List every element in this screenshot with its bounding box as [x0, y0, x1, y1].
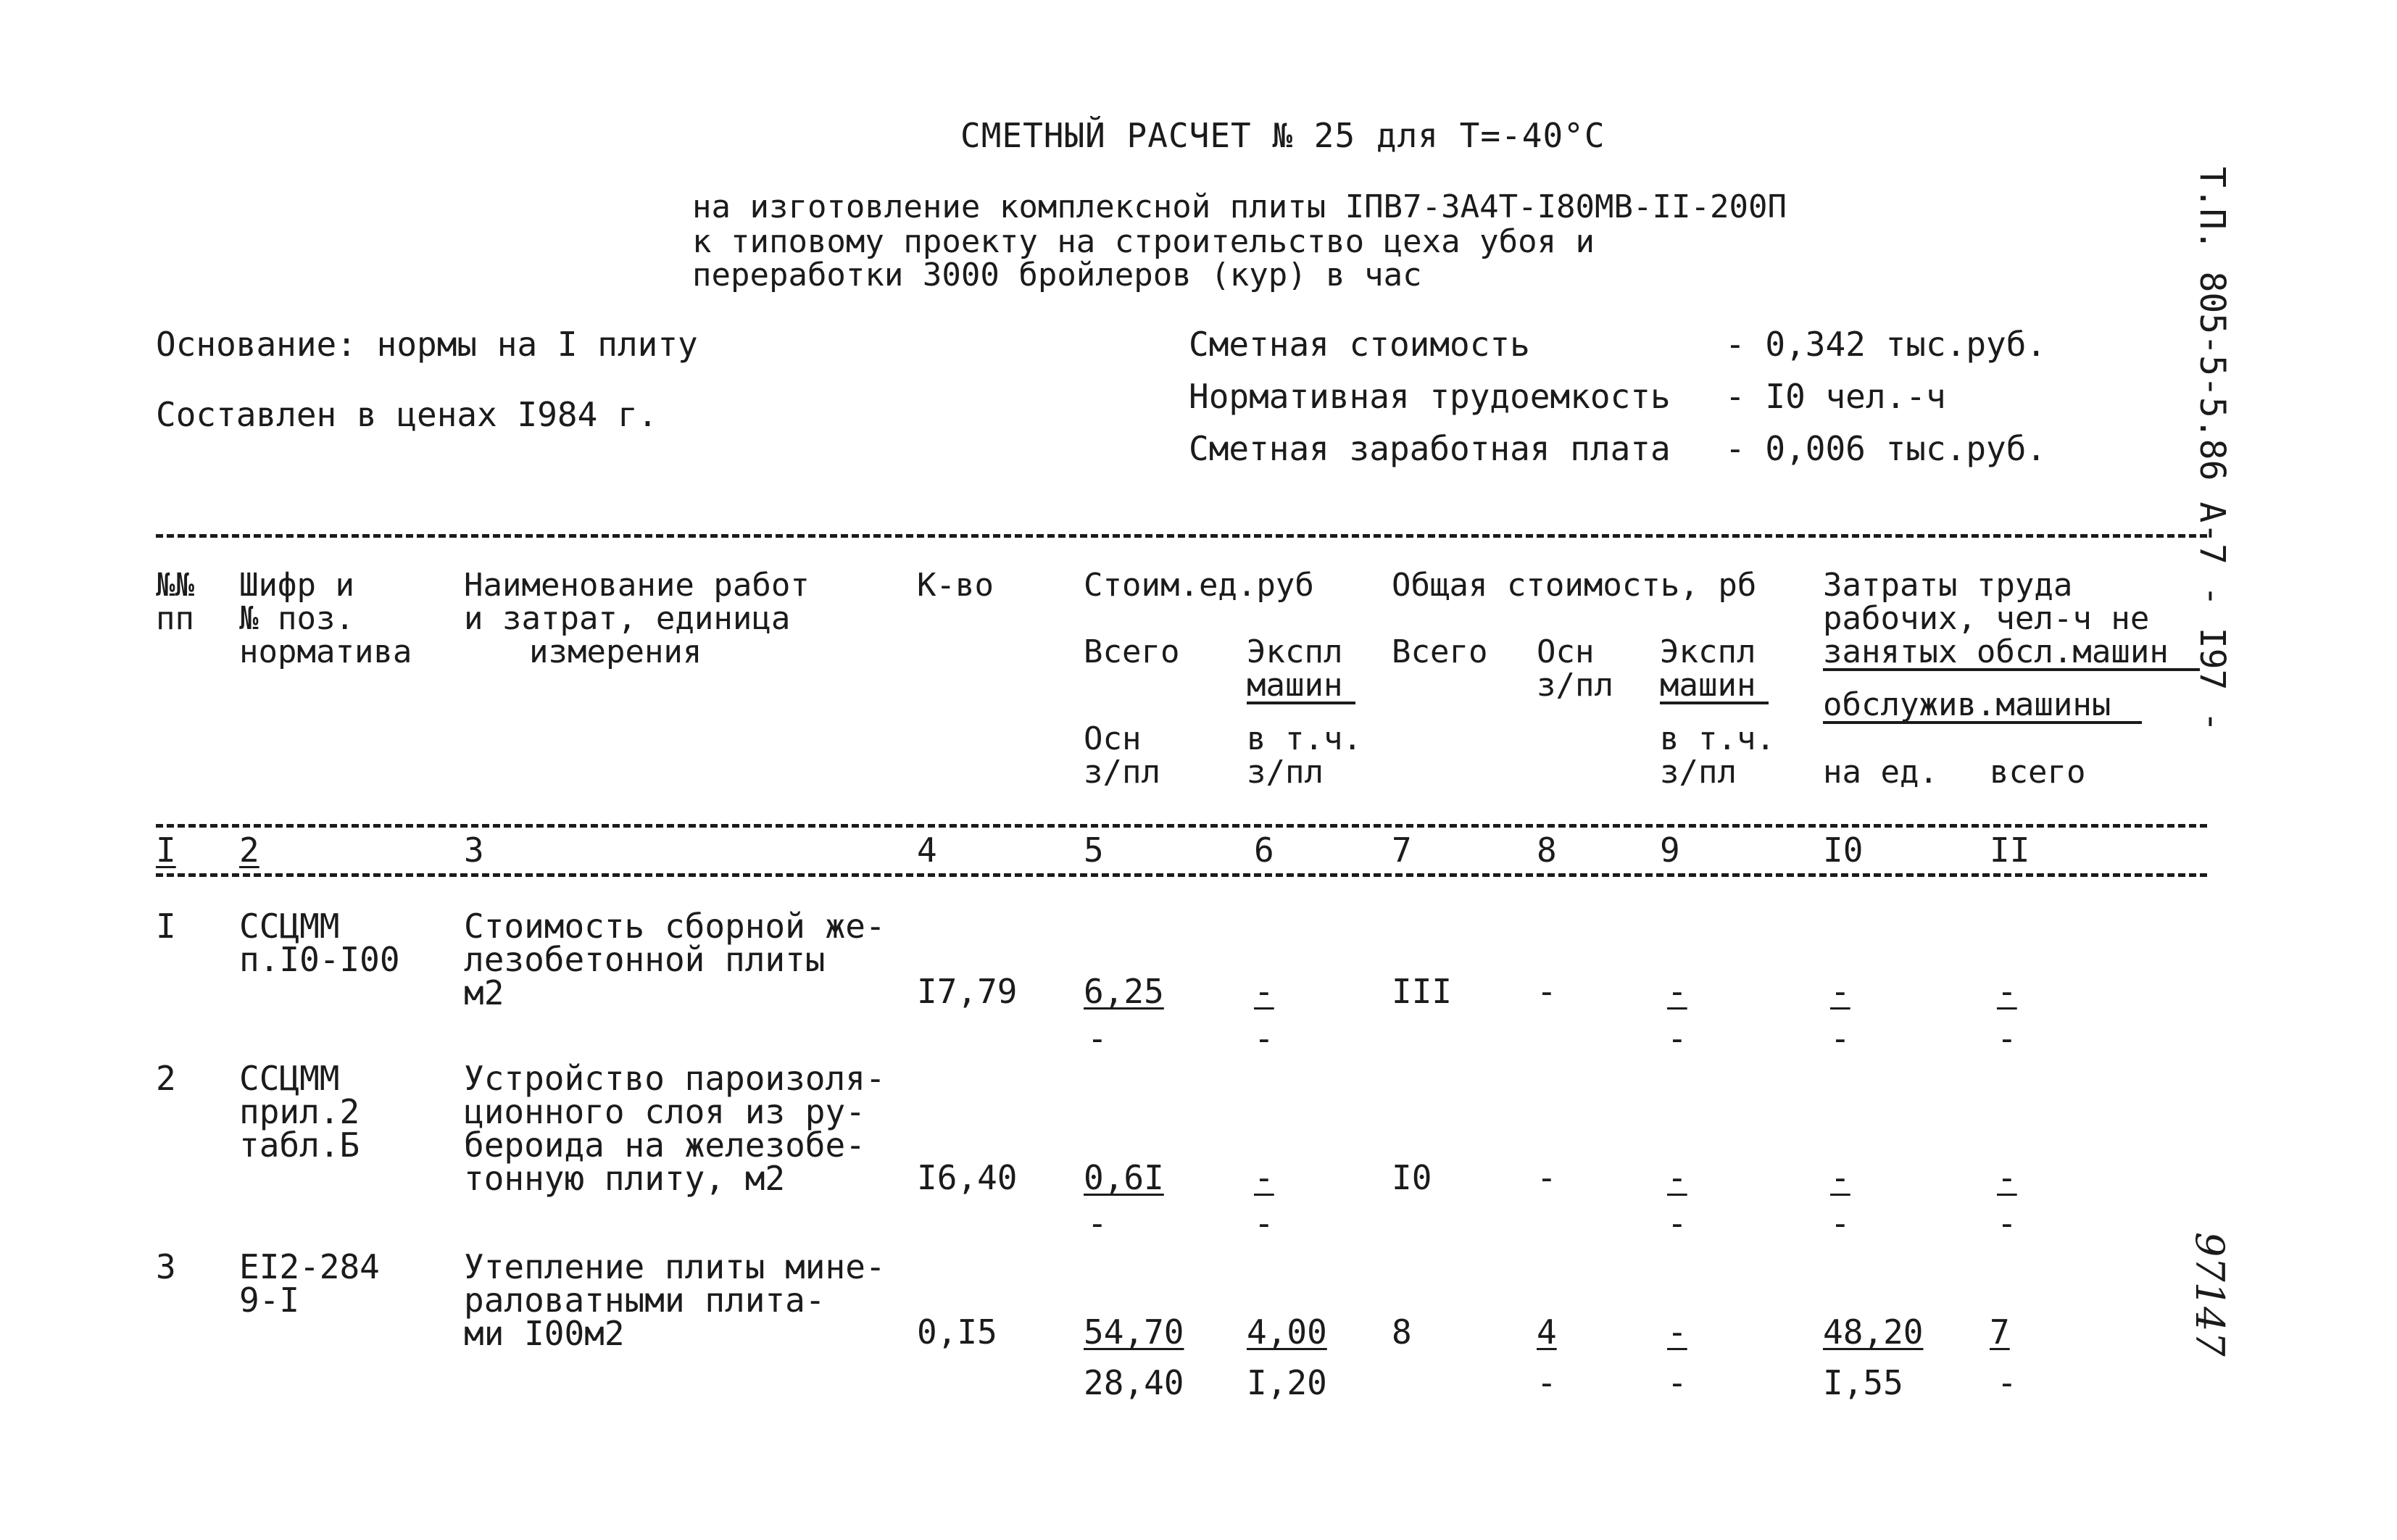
table-top-rule — [156, 534, 2207, 538]
table-row-3-labor-unit-sub: I,55 — [1823, 1363, 1903, 1402]
colnum-8: 8 — [1537, 831, 1557, 870]
colnum-11: II — [1990, 831, 2030, 870]
table-row-3-num: 3 — [156, 1247, 176, 1286]
table-row-3-name: Утепление плиты мине- раловатными плита- ми I00м2 — [464, 1247, 886, 1353]
table-row-2-unit-mach: - — [1254, 1158, 1274, 1197]
header-labor-sub: обслужив.машины — [1823, 686, 2111, 723]
table-row-1-total: III — [1392, 972, 1453, 1011]
header-num: №№ пп — [156, 567, 194, 637]
table-row-1-name: Стоимость сборной же- лезобетонной плиты м2 — [464, 907, 886, 1012]
table-row-3-total-base: 4 — [1537, 1312, 1557, 1352]
header-labor: Затраты труда рабочих, чел-ч не занятых обсл.машин — [1823, 567, 2169, 670]
table-row-1-unit-mach-sub: - — [1254, 1019, 1274, 1058]
table-row-2-qty: I6,40 — [917, 1158, 1018, 1197]
table-row-1-num: I — [156, 907, 176, 946]
header-labor-total: всего — [1990, 754, 2086, 791]
table-row-3-total-mach: - — [1667, 1312, 1687, 1352]
header-total-mach: Экспл машин — [1660, 633, 1756, 704]
table-row-2-num: 2 — [156, 1059, 176, 1098]
table-row-2-total-mach: - — [1667, 1158, 1687, 1197]
table-row-1-labor-total: - — [1997, 972, 2017, 1011]
table-row-2-labor-total: - — [1997, 1158, 2017, 1197]
table-row-3-labor-total-sub: - — [1997, 1363, 2017, 1402]
table-row-2-labor-total-sub: - — [1997, 1204, 2017, 1243]
table-row-2-labor-unit-sub: - — [1830, 1204, 1850, 1243]
colnum-bottom-rule — [156, 873, 2207, 877]
header-unit-cost: Стоим.ед.руб — [1084, 567, 1314, 604]
summary-label-cost: Сметная стоимость — [1189, 325, 1530, 364]
table-row-3-code: ЕI2-284 9-I — [239, 1247, 380, 1320]
table-row-3-unit-mach: 4,00 — [1247, 1312, 1327, 1352]
colnum-5: 5 — [1084, 831, 1104, 870]
colnum-7: 7 — [1392, 831, 1412, 870]
summary-value-cost: - 0,342 тыс.руб. — [1725, 325, 2047, 364]
summary-label-labor: Нормативная трудоемкость — [1189, 377, 1671, 416]
table-row-2-total-base: - — [1537, 1158, 1557, 1197]
table-row-2-labor-unit: - — [1830, 1158, 1850, 1197]
table-row-3-unit-mach-sub: I,20 — [1247, 1363, 1327, 1402]
header-code: Шифр и № поз. норматива — [239, 567, 412, 670]
table-row-2-total-mach-sub: - — [1667, 1204, 1687, 1243]
prices-text: Составлен в ценах I984 г. — [156, 395, 658, 434]
header-unit-total: Всего — [1084, 633, 1180, 670]
header-name: Наименование работ и затрат, единица измерения — [464, 567, 810, 670]
table-row-3-qty: 0,I5 — [917, 1312, 997, 1352]
basis-text: Основание: нормы на I плиту — [156, 325, 698, 364]
table-row-2-code: ССЦММ прил.2 табл.Б — [239, 1059, 360, 1165]
table-row-2-name: Устройство пароизоля- ционного слоя из ру- бероида на железобе- тонную плиту, м2 — [464, 1059, 886, 1198]
side-code-label: Т.П. 805-5-5.86 А-7 - I97 - — [2192, 167, 2232, 733]
table-row-1-unit-total: 6,25 — [1084, 972, 1164, 1011]
header-total-total: Всего — [1392, 633, 1488, 670]
table-row-3-unit-total-sub: 28,40 — [1084, 1363, 1184, 1402]
table-row-1-qty: I7,79 — [917, 972, 1018, 1011]
colnum-1: I — [156, 831, 176, 870]
table-row-3-total-base-sub: - — [1537, 1363, 1557, 1402]
colnum-2: 2 — [239, 831, 259, 870]
header-unit-incl: в т.ч. з/пл — [1247, 720, 1362, 791]
table-row-1-total-mach: - — [1667, 972, 1687, 1011]
table-row-1-labor-unit-sub: - — [1830, 1019, 1850, 1058]
summary-value-labor: - I0 чел.-ч — [1725, 377, 1946, 416]
table-row-1-total-base: - — [1537, 972, 1557, 1011]
colnum-6: 6 — [1254, 831, 1274, 870]
header-bottom-rule — [156, 824, 2207, 828]
table-row-3-unit-total: 54,70 — [1084, 1312, 1184, 1352]
table-row-1-total-mach-sub: - — [1667, 1019, 1687, 1058]
subtitle-line-2: к типовому проекту на строительство цеха убоя и — [692, 223, 1595, 260]
header-total-base: Осн з/пл — [1537, 633, 1613, 704]
summary-label-wage: Сметная заработная плата — [1189, 429, 1671, 468]
subtitle-line-3: переработки 3000 бройлеров (кур) в час — [692, 257, 1422, 294]
colnum-3: 3 — [464, 831, 484, 870]
colnum-9: 9 — [1660, 831, 1680, 870]
document-title: СМЕТНЫЙ РАСЧЕТ № 25 для Т=-40°С — [960, 116, 1605, 155]
table-row-3-labor-unit: 48,20 — [1823, 1312, 1924, 1352]
table-row-1-labor-unit: - — [1830, 972, 1850, 1011]
table-row-3-total: 8 — [1392, 1312, 1412, 1352]
header-unit-base: Осн з/пл — [1084, 720, 1160, 791]
header-labor-unit: на ед. — [1823, 754, 1938, 791]
colnum-4: 4 — [917, 831, 937, 870]
table-row-2-unit-total-sub: - — [1087, 1204, 1108, 1243]
subtitle-line-1: на изготовление комплексной плиты IПВ7-3А4Т-I80МВ-II-200П — [692, 188, 1787, 225]
table-row-2-unit-total: 0,6I — [1084, 1158, 1164, 1197]
table-row-1-code: ССЦММ п.I0-I00 — [239, 907, 400, 979]
table-row-2-total: I0 — [1392, 1158, 1432, 1197]
table-row-2-unit-mach-sub: - — [1254, 1204, 1274, 1243]
table-row-3-total-mach-sub: - — [1667, 1363, 1687, 1402]
table-row-1-unit-total-sub: - — [1087, 1019, 1108, 1058]
table-row-1-unit-mach: - — [1254, 972, 1274, 1011]
table-row-1-labor-total-sub: - — [1997, 1019, 2017, 1058]
side-inventory-number: 97147 — [2187, 1232, 2232, 1357]
colnum-10: I0 — [1823, 831, 1864, 870]
header-total-cost: Общая стоимость, рб — [1392, 567, 1757, 604]
header-qty: К-во — [917, 567, 994, 604]
table-row-3-labor-total: 7 — [1990, 1312, 2010, 1352]
summary-value-wage: - 0,006 тыс.руб. — [1725, 429, 2047, 468]
header-unit-mach: Экспл машин — [1247, 633, 1343, 704]
header-total-incl: в т.ч. з/пл — [1660, 720, 1775, 791]
